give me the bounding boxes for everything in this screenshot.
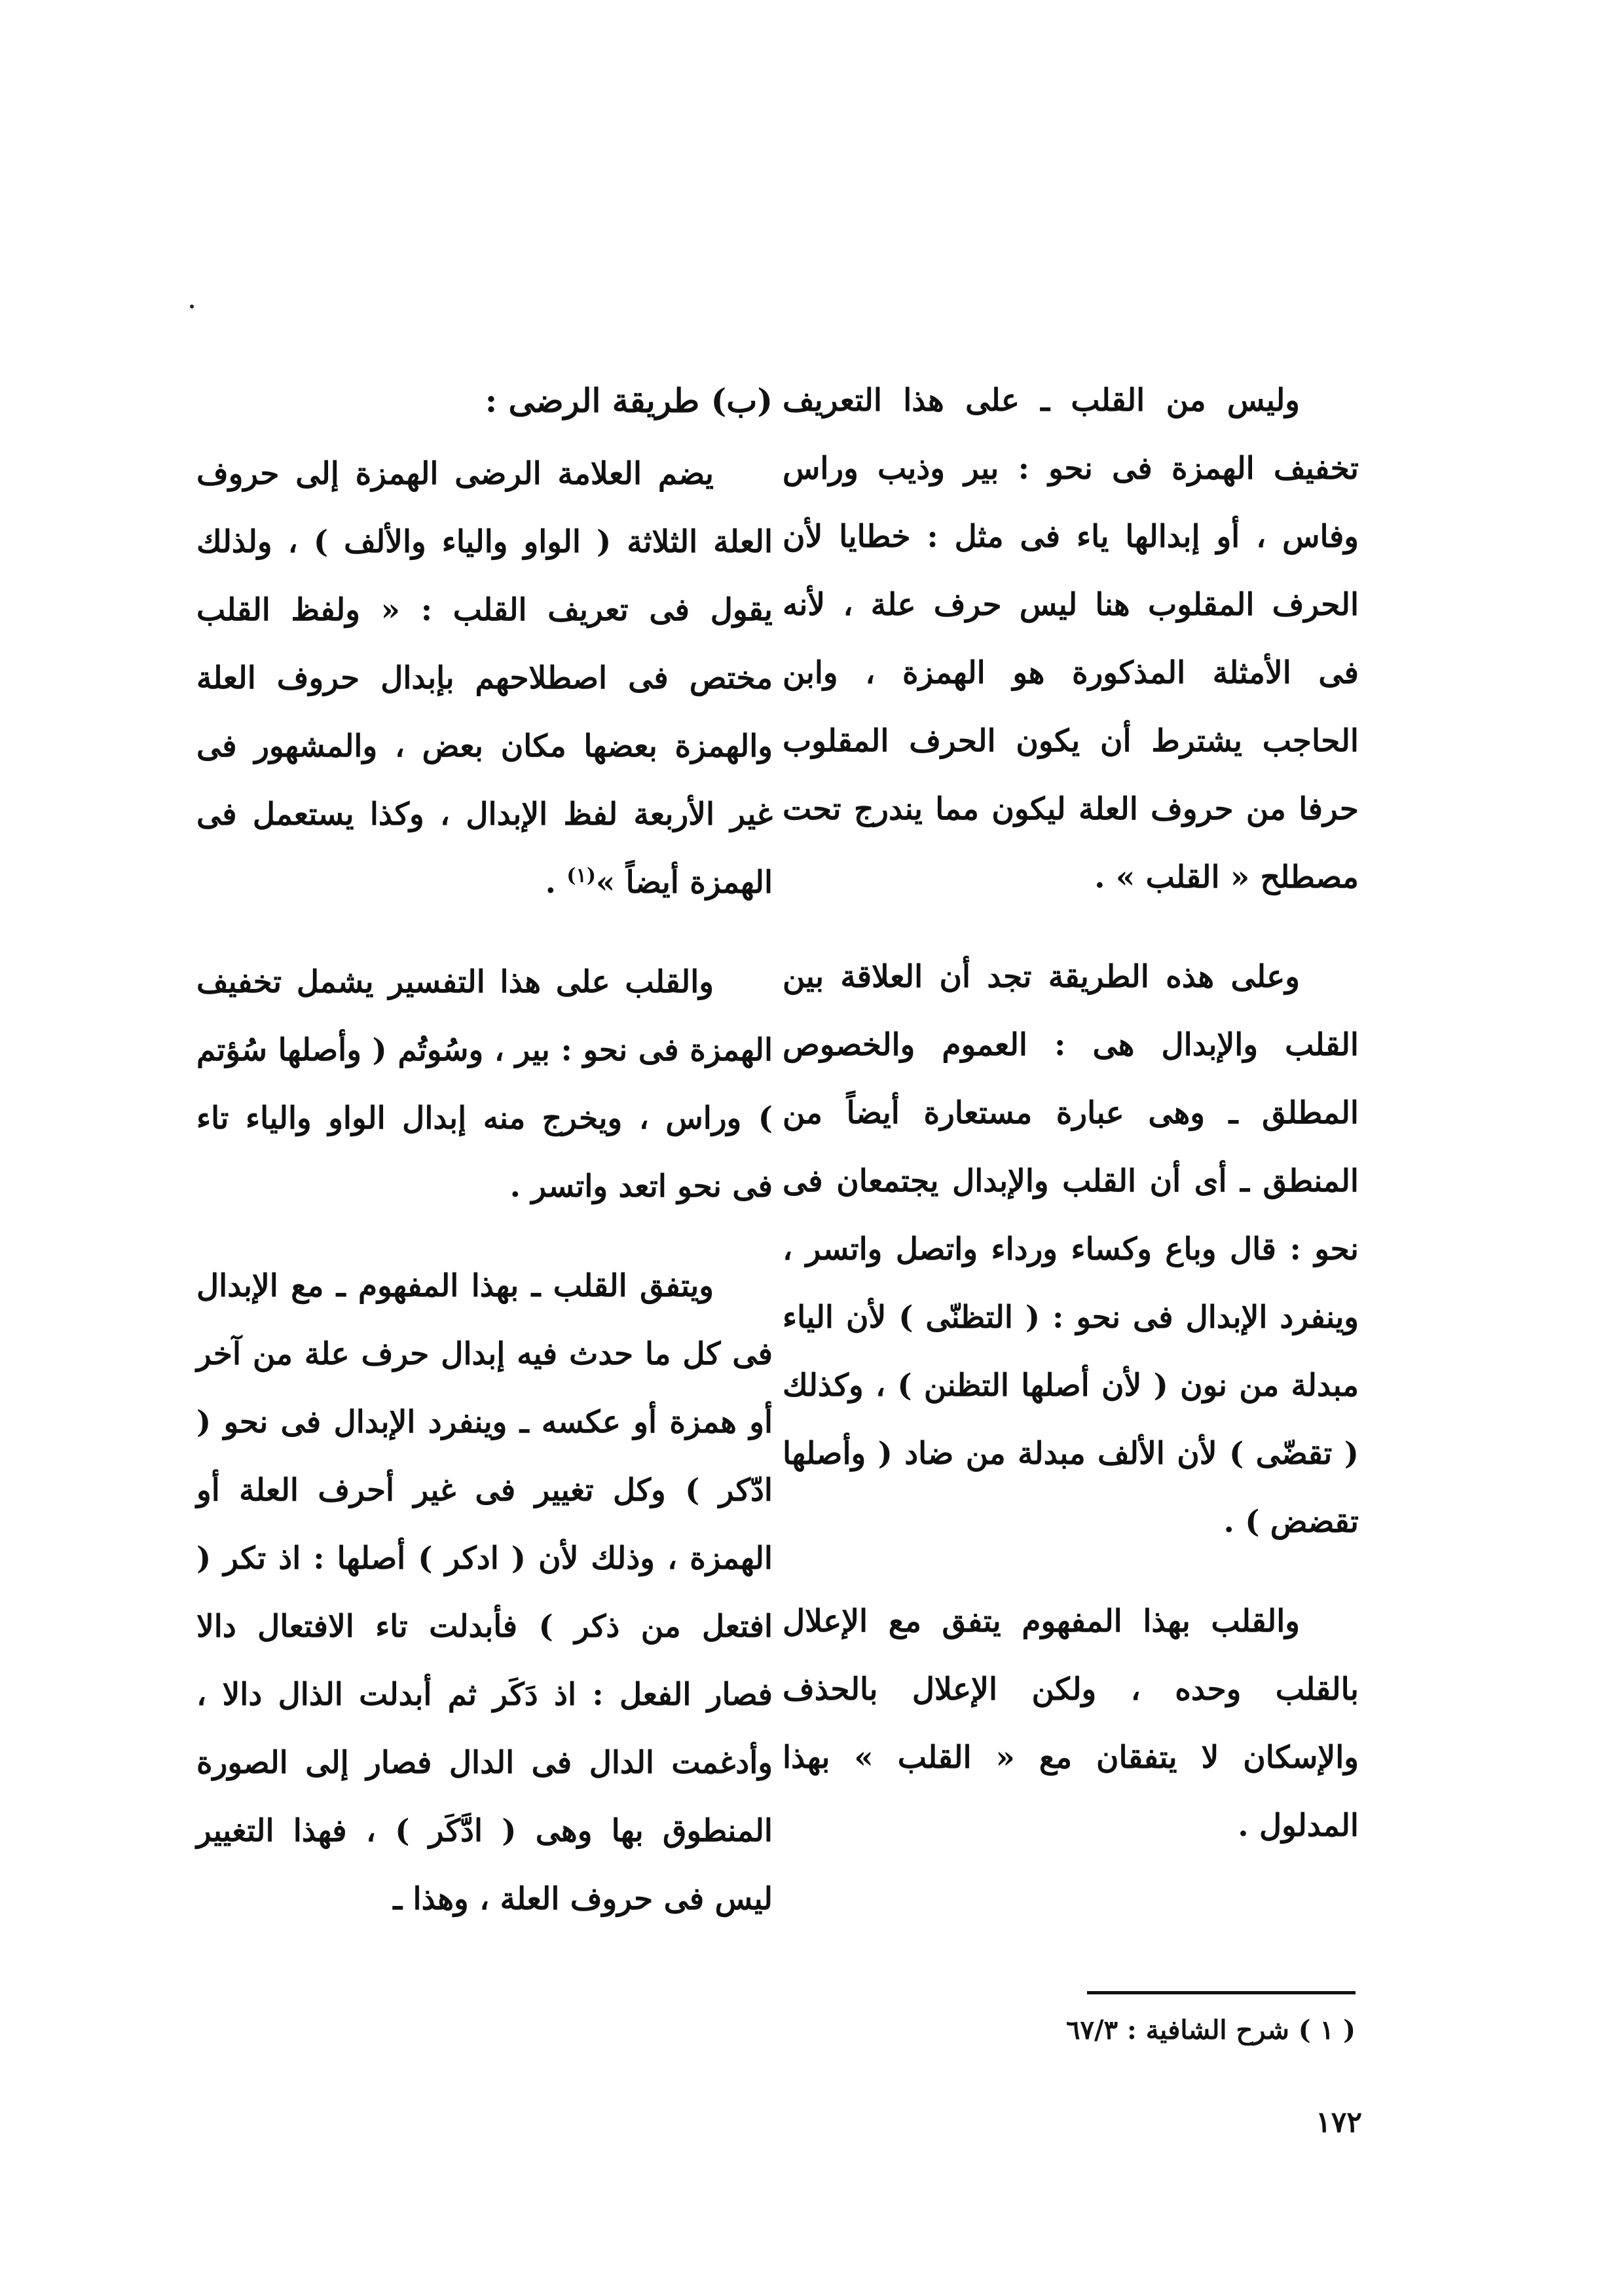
left-paragraph-2: والقلب على هذا التفسير يشمل تخفيف الهمزة فى نحو : بير ، وسُوتُم ( وأصلها سُؤتم ) وراس ، ويخرج منه إبدال الواو والياء تاء فى نحو اتعد واتسر . — [196, 964, 773, 1204]
footnote-reference: (١) — [566, 864, 596, 887]
footnote: ( ١ ) شرح الشافية : ٦٧/٣ — [1066, 2015, 1356, 2045]
left-column — [196, 367, 773, 1965]
section-heading: (ب) طريقة الرضى : — [485, 381, 773, 420]
page-number: ١٧٢ — [1316, 2106, 1362, 2139]
scan-speck — [190, 305, 194, 308]
right-column — [783, 367, 1359, 1892]
left-paragraph-1 — [196, 440, 773, 917]
footnote-divider — [1087, 1991, 1356, 1994]
left-paragraph-3: ويتفق القلب ـ بهذا المفهوم ـ مع الإبدال فى كل ما حدث فيه إبدال حرف علة من آخر أو همزة أو عكسه ـ وينفرد الإبدال فى نحو ( ادّكر ) وكل تغيير فى غير أحرف العلة أو الهمزة ، وذلك لأن ( ادكر ) أصلها : اذ تكر ( افتعل من ذكر ) فأبدلت تاء الافتعال دالا فصار الفعل : اذ دَكَر ثم أبدلت الذال دالا ، وأدغمت الدال فى الدال فصار إلى الصورة المنطوق بها وهى ( ادَّكَر ) ، فهذا التغيير ليس فى حروف العلة ، وهذا ـ — [196, 1268, 773, 1917]
right-paragraph-3: والقلب بهذا المفهوم يتفق مع الإعلال بالقلب وحده ، ولكن الإعلال بالحذف والإسكان لا يتفقان مع « القلب » بهذا المدلول . — [783, 1603, 1359, 1844]
right-paragraph-2: وعلى هذه الطريقة تجد أن العلاقة بين القلب والإبدال هى : العموم والخصوص المطلق ـ وهى عبارة مستعارة أيضاً من المنطق ـ أى أن القلب والإبدال يجتمعان فى نحو : قال وباع وكساء ورداء واتصل واتسر ، وينفرد الإبدال فى نحو : ( التظنّى ) لأن الياء مبدلة من نون ( لأن أصلها التظنن ) ، وكذلك ( تقضّى ) لأن الألف مبدلة من ضاد ( وأصلها تقضض ) . — [783, 959, 1359, 1540]
right-paragraph-1: وليس من القلب ـ على هذا التعريف تخفيف الهمزة فى نحو : بير وذيب وراس وفاس ، أو إبدالها ياء فى مثل : خطايا لأن الحرف المقلوب هنا ليس حرف علة ، لأنه فى الأمثلة المذكورة هو الهمزة ، وابن الحاجب يشترط أن يكون الحرف المقلوب حرفا من حروف العلة ليكون مما يندرج تحت مصطلح « القلب » . — [783, 382, 1359, 895]
left-paragraph-1-end: . — [545, 865, 567, 901]
left-paragraph-1-text: يضم العلامة الرضى الهمزة إلى حروف العلة الثلاثة ( الواو والياء والألف ) ، ولذلك يقول فى تعريف القلب : « ولفظ القلب مختص فى اصطلاحهم بإبدال حروف العلة والهمزة بعضها مكان بعض ، والمشهور فى غير الأربعة لفظ الإبدال ، وكذا يستعمل فى الهمزة أيضاً » — [196, 456, 773, 901]
